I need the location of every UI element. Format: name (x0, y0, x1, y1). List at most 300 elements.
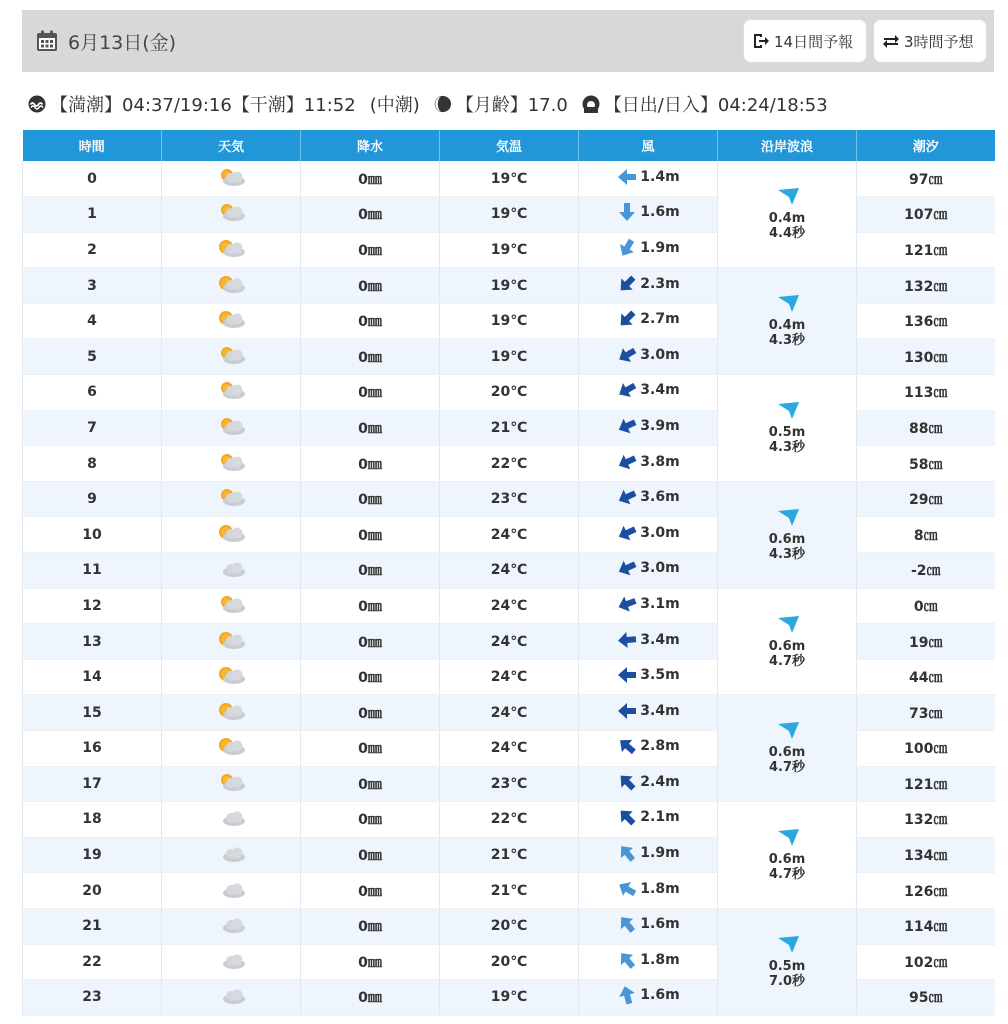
wind-direction-icon (616, 237, 638, 259)
tide-icon (28, 95, 46, 113)
tide-cell: 58㎝ (857, 446, 995, 482)
hour-cell: 14 (23, 659, 162, 695)
precip-cell: 0㎜ (301, 375, 440, 411)
sun-cloud-icon (214, 593, 248, 615)
weather-cell (162, 517, 301, 553)
weather-cell (162, 410, 301, 446)
wind-value (579, 629, 717, 651)
tide-cell: 102㎝ (857, 944, 995, 980)
wind-speed-text: 3.1m (640, 595, 680, 612)
wave-height-text: 0.6m (768, 638, 806, 654)
temp-cell: 24℃ (440, 517, 579, 553)
swap-icon (882, 32, 900, 50)
wind-direction-icon (616, 593, 638, 615)
precip-cell: 0㎜ (301, 268, 440, 304)
temp-cell: 24℃ (440, 695, 579, 731)
wave-direction-icon (777, 721, 801, 741)
wave-direction-icon (777, 935, 801, 955)
wind-direction-icon (616, 344, 638, 366)
date-group (36, 28, 176, 55)
wave-direction-icon (777, 828, 801, 848)
sun-cloud-icon (214, 700, 248, 722)
weather-cell (162, 659, 301, 695)
header-weather: 天気 (162, 130, 301, 161)
weather-cell (162, 446, 301, 482)
wave-direction-icon (777, 615, 801, 635)
wind-cell (579, 339, 718, 375)
tide-cell: 29㎝ (857, 481, 995, 517)
hour-cell: 12 (23, 588, 162, 624)
wave-period-text: 4.7秒 (768, 653, 806, 669)
wind-value (579, 913, 717, 935)
hour-cell: 2 (23, 232, 162, 268)
header-hour: 時間 (23, 130, 162, 161)
precip-cell: 0㎜ (301, 303, 440, 339)
header-buttons (744, 20, 986, 62)
tide-cell: 113㎝ (857, 375, 995, 411)
moon-age-text: 【月齢】17.0 (455, 95, 568, 116)
wind-cell (579, 446, 718, 482)
wind-direction-icon (616, 629, 638, 651)
tide-cell: 97㎝ (857, 161, 995, 197)
sun-cloud-icon (214, 237, 248, 259)
weather-cell (162, 873, 301, 909)
tide-cell: 0㎝ (857, 588, 995, 624)
14day-forecast-label: 14日間予報 (774, 32, 854, 51)
wave-cell (718, 802, 857, 909)
sun-cloud-icon (214, 166, 248, 188)
hour-cell: 21 (23, 908, 162, 944)
wind-speed-text: 3.0m (640, 560, 680, 577)
sun-cloud-icon (214, 629, 248, 651)
wind-cell (579, 232, 718, 268)
tide-cell: 95㎝ (857, 980, 995, 1016)
wave-period-text: 4.7秒 (768, 867, 806, 883)
header-wind: 風 (579, 130, 718, 161)
hour-cell: 3 (23, 268, 162, 304)
temp-cell: 24℃ (440, 588, 579, 624)
weather-cell (162, 161, 301, 197)
cloud-icon (214, 806, 248, 828)
wave-direction-icon (777, 187, 801, 207)
wind-value (579, 451, 717, 473)
wind-direction-icon (616, 451, 638, 473)
wind-speed-text: 3.5m (640, 667, 680, 684)
wind-direction-icon (616, 415, 638, 437)
header-tide: 潮汐 (857, 130, 995, 161)
wind-speed-text: 2.7m (640, 311, 680, 328)
wind-cell (579, 837, 718, 873)
wave-info (718, 294, 856, 348)
wind-cell (579, 659, 718, 695)
sun-cloud-icon (214, 273, 248, 295)
hour-cell: 4 (23, 303, 162, 339)
precip-cell: 0㎜ (301, 624, 440, 660)
temp-cell: 24℃ (440, 553, 579, 589)
tide-cell: 126㎝ (857, 873, 995, 909)
hour-cell: 7 (23, 410, 162, 446)
weather-cell (162, 375, 301, 411)
temp-cell: 19℃ (440, 268, 579, 304)
wind-value (579, 415, 717, 437)
sun-cloud-icon (214, 664, 248, 686)
wind-cell (579, 944, 718, 980)
wave-period-text: 7.0秒 (768, 973, 806, 989)
temp-cell: 24℃ (440, 659, 579, 695)
wave-info (718, 401, 856, 455)
wind-value (579, 771, 717, 793)
header-temp: 気温 (440, 130, 579, 161)
weather-cell (162, 553, 301, 589)
wave-height-text: 0.5m (768, 424, 806, 440)
wind-direction-icon (616, 557, 638, 579)
cloud-icon (214, 913, 248, 935)
precip-cell: 0㎜ (301, 873, 440, 909)
temp-cell: 21℃ (440, 837, 579, 873)
calendar-icon (36, 30, 58, 52)
wind-cell (579, 517, 718, 553)
wind-speed-text: 3.0m (640, 524, 680, 541)
wind-value (579, 237, 717, 259)
wind-speed-text: 2.1m (640, 809, 680, 826)
wind-direction-icon (616, 842, 638, 864)
cloud-icon (214, 842, 248, 864)
precip-cell: 0㎜ (301, 161, 440, 197)
hour-cell: 1 (23, 197, 162, 233)
wind-speed-text: 1.9m (640, 239, 680, 256)
temp-cell: 24℃ (440, 624, 579, 660)
wave-cell (718, 375, 857, 482)
precip-cell: 0㎜ (301, 731, 440, 767)
cloud-icon (214, 949, 248, 971)
wind-cell (579, 802, 718, 838)
wave-height-text: 0.6m (768, 852, 806, 868)
sun-time-text: 【日出/日入】04:24/18:53 (603, 95, 828, 116)
tide-cell: 8㎝ (857, 517, 995, 553)
sun-cloud-icon (214, 771, 248, 793)
weather-cell (162, 624, 301, 660)
wind-speed-text: 3.9m (640, 417, 680, 434)
precip-cell: 0㎜ (301, 553, 440, 589)
wind-speed-text: 1.6m (640, 204, 680, 221)
wave-info (718, 508, 856, 562)
hour-cell: 22 (23, 944, 162, 980)
wind-direction-icon (616, 664, 638, 686)
tide-cell: 130㎝ (857, 339, 995, 375)
wave-info (718, 828, 856, 882)
tide-cell: 100㎝ (857, 731, 995, 767)
precip-cell: 0㎜ (301, 197, 440, 233)
precip-cell: 0㎜ (301, 695, 440, 731)
high-tide-text: 【満潮】04:37/19:16 (50, 95, 232, 116)
wind-cell (579, 588, 718, 624)
wind-direction-icon (616, 984, 638, 1006)
sun-cloud-icon (214, 379, 248, 401)
tide-cell: 136㎝ (857, 303, 995, 339)
date-title: 6月13日(金) (68, 31, 177, 54)
wind-cell (579, 766, 718, 802)
table-body (23, 161, 995, 1015)
moon-icon (434, 95, 452, 113)
tide-cell: 107㎝ (857, 197, 995, 233)
wind-direction-icon (616, 166, 638, 188)
wind-value (579, 949, 717, 971)
wave-height-text: 0.6m (768, 745, 806, 761)
precip-cell: 0㎜ (301, 588, 440, 624)
table-row (23, 695, 995, 731)
3hour-forecast-label: 3時間予想 (904, 32, 974, 51)
sun-cloud-icon (214, 308, 248, 330)
temp-cell: 22℃ (440, 802, 579, 838)
wave-info (718, 187, 856, 241)
wind-cell (579, 481, 718, 517)
hour-cell: 19 (23, 837, 162, 873)
wind-value (579, 273, 717, 295)
precip-cell: 0㎜ (301, 339, 440, 375)
wind-value (579, 593, 717, 615)
table-row (23, 375, 995, 411)
table-row (23, 588, 995, 624)
weather-cell (162, 980, 301, 1016)
wind-value (579, 664, 717, 686)
precip-cell: 0㎜ (301, 802, 440, 838)
wave-height-text: 0.5m (768, 958, 806, 974)
wind-direction-icon (616, 201, 638, 223)
sun-cloud-icon (214, 451, 248, 473)
wind-value (579, 700, 717, 722)
tide-cell: 132㎝ (857, 802, 995, 838)
wind-cell (579, 161, 718, 197)
temp-cell: 23℃ (440, 481, 579, 517)
wind-direction-icon (616, 806, 638, 828)
wave-cell (718, 161, 857, 268)
wave-period-text: 4.3秒 (768, 333, 806, 349)
wind-speed-text: 1.6m (640, 916, 680, 933)
tide-cell: 134㎝ (857, 837, 995, 873)
wind-direction-icon (616, 771, 638, 793)
wind-direction-icon (616, 486, 638, 508)
precip-cell: 0㎜ (301, 517, 440, 553)
hour-cell: 8 (23, 446, 162, 482)
wind-speed-text: 2.4m (640, 773, 680, 790)
temp-cell: 22℃ (440, 446, 579, 482)
wave-cell (718, 481, 857, 588)
precip-cell: 0㎜ (301, 410, 440, 446)
wind-cell (579, 303, 718, 339)
hour-cell: 5 (23, 339, 162, 375)
hour-cell: 15 (23, 695, 162, 731)
table-row (23, 268, 995, 304)
weather-cell (162, 802, 301, 838)
weather-cell (162, 837, 301, 873)
wave-period-text: 4.4秒 (768, 226, 806, 242)
wave-cell (718, 908, 857, 1015)
wind-speed-text: 3.4m (640, 702, 680, 719)
wave-info (718, 615, 856, 669)
tide-type-text: (中潮) (369, 95, 420, 116)
wind-speed-text: 3.6m (640, 489, 680, 506)
precip-cell: 0㎜ (301, 837, 440, 873)
wind-direction-icon (616, 735, 638, 757)
cloud-icon (214, 878, 248, 900)
wind-direction-icon (616, 878, 638, 900)
weather-cell (162, 197, 301, 233)
header-precip: 降水 (301, 130, 440, 161)
wind-value (579, 308, 717, 330)
wind-direction-icon (616, 949, 638, 971)
precip-cell: 0㎜ (301, 659, 440, 695)
wind-cell (579, 410, 718, 446)
cloud-icon (214, 557, 248, 579)
table-row (23, 908, 995, 944)
temp-cell: 19℃ (440, 339, 579, 375)
temp-cell: 23℃ (440, 766, 579, 802)
wind-speed-text: 1.9m (640, 845, 680, 862)
sun-cloud-icon (214, 735, 248, 757)
wave-direction-icon (777, 508, 801, 528)
table-row (23, 161, 995, 197)
precip-cell: 0㎜ (301, 232, 440, 268)
wind-direction-icon (616, 273, 638, 295)
weather-cell (162, 588, 301, 624)
sun-cloud-icon (214, 415, 248, 437)
wave-cell (718, 268, 857, 375)
wind-speed-text: 3.0m (640, 346, 680, 363)
wind-speed-text: 2.3m (640, 275, 680, 292)
3hour-forecast-button[interactable] (874, 20, 986, 62)
sunrise-icon (582, 95, 600, 113)
precip-cell: 0㎜ (301, 481, 440, 517)
wind-cell (579, 624, 718, 660)
wind-value (579, 984, 717, 1006)
precip-cell: 0㎜ (301, 908, 440, 944)
precip-cell: 0㎜ (301, 446, 440, 482)
hour-cell: 13 (23, 624, 162, 660)
temp-cell: 19℃ (440, 197, 579, 233)
table-header-row (23, 130, 995, 161)
wind-cell (579, 553, 718, 589)
temp-cell: 19℃ (440, 303, 579, 339)
tide-cell: 121㎝ (857, 766, 995, 802)
tide-cell: 88㎝ (857, 410, 995, 446)
date-header (22, 10, 994, 72)
precip-cell: 0㎜ (301, 944, 440, 980)
wave-direction-icon (777, 294, 801, 314)
hour-cell: 23 (23, 980, 162, 1016)
wind-cell (579, 908, 718, 944)
wave-cell (718, 588, 857, 695)
wave-height-text: 0.4m (768, 318, 806, 334)
wind-value (579, 166, 717, 188)
sun-cloud-icon (214, 344, 248, 366)
weather-cell (162, 339, 301, 375)
tide-cell: 44㎝ (857, 659, 995, 695)
temp-cell: 20℃ (440, 944, 579, 980)
wind-speed-text: 3.4m (640, 631, 680, 648)
tide-info-line (28, 90, 988, 118)
header-wave: 沿岸波浪 (718, 130, 857, 161)
weather-cell (162, 481, 301, 517)
wave-period-text: 4.3秒 (768, 546, 806, 562)
wave-period-text: 4.7秒 (768, 760, 806, 776)
wind-direction-icon (616, 522, 638, 544)
temp-cell: 24℃ (440, 731, 579, 767)
tide-cell: 19㎝ (857, 624, 995, 660)
wind-cell (579, 980, 718, 1016)
wind-cell (579, 375, 718, 411)
weather-cell (162, 303, 301, 339)
weather-cell (162, 268, 301, 304)
precip-cell: 0㎜ (301, 766, 440, 802)
temp-cell: 19℃ (440, 232, 579, 268)
wind-value (579, 522, 717, 544)
hour-cell: 10 (23, 517, 162, 553)
sun-cloud-icon (214, 522, 248, 544)
temp-cell: 19℃ (440, 161, 579, 197)
wind-direction-icon (616, 379, 638, 401)
wind-speed-text: 3.4m (640, 382, 680, 399)
wind-direction-icon (616, 700, 638, 722)
wind-cell (579, 731, 718, 767)
table-row (23, 481, 995, 517)
hour-cell: 11 (23, 553, 162, 589)
wind-value (579, 735, 717, 757)
low-tide-text: 【干潮】11:52 (231, 95, 356, 116)
table-row (23, 802, 995, 838)
wave-direction-icon (777, 401, 801, 421)
hour-cell: 17 (23, 766, 162, 802)
tide-cell: 114㎝ (857, 908, 995, 944)
hourly-forecast-table (22, 130, 995, 1016)
wind-speed-text: 2.8m (640, 738, 680, 755)
wind-value (579, 486, 717, 508)
wind-cell (579, 197, 718, 233)
weather-cell (162, 908, 301, 944)
precip-cell: 0㎜ (301, 980, 440, 1016)
temp-cell: 21℃ (440, 873, 579, 909)
wind-speed-text: 1.6m (640, 987, 680, 1004)
tide-cell: 73㎝ (857, 695, 995, 731)
temp-cell: 20℃ (440, 375, 579, 411)
hour-cell: 16 (23, 731, 162, 767)
wind-speed-text: 3.8m (640, 453, 680, 470)
wind-direction-icon (616, 308, 638, 330)
sun-cloud-icon (214, 201, 248, 223)
weather-cell (162, 695, 301, 731)
hour-cell: 20 (23, 873, 162, 909)
tide-cell: -2㎝ (857, 553, 995, 589)
sun-cloud-icon (214, 486, 248, 508)
wind-direction-icon (616, 913, 638, 935)
wave-info (718, 721, 856, 775)
cloud-icon (214, 984, 248, 1006)
wind-cell (579, 268, 718, 304)
wind-value (579, 878, 717, 900)
hour-cell: 6 (23, 375, 162, 411)
weather-cell (162, 232, 301, 268)
wave-cell (718, 695, 857, 802)
temp-cell: 21℃ (440, 410, 579, 446)
wind-value (579, 344, 717, 366)
wave-height-text: 0.6m (768, 531, 806, 547)
wind-value (579, 201, 717, 223)
14day-forecast-button[interactable] (744, 20, 866, 62)
hour-cell: 18 (23, 802, 162, 838)
weather-cell (162, 766, 301, 802)
hour-cell: 0 (23, 161, 162, 197)
exit-icon (752, 32, 770, 50)
wind-value (579, 557, 717, 579)
